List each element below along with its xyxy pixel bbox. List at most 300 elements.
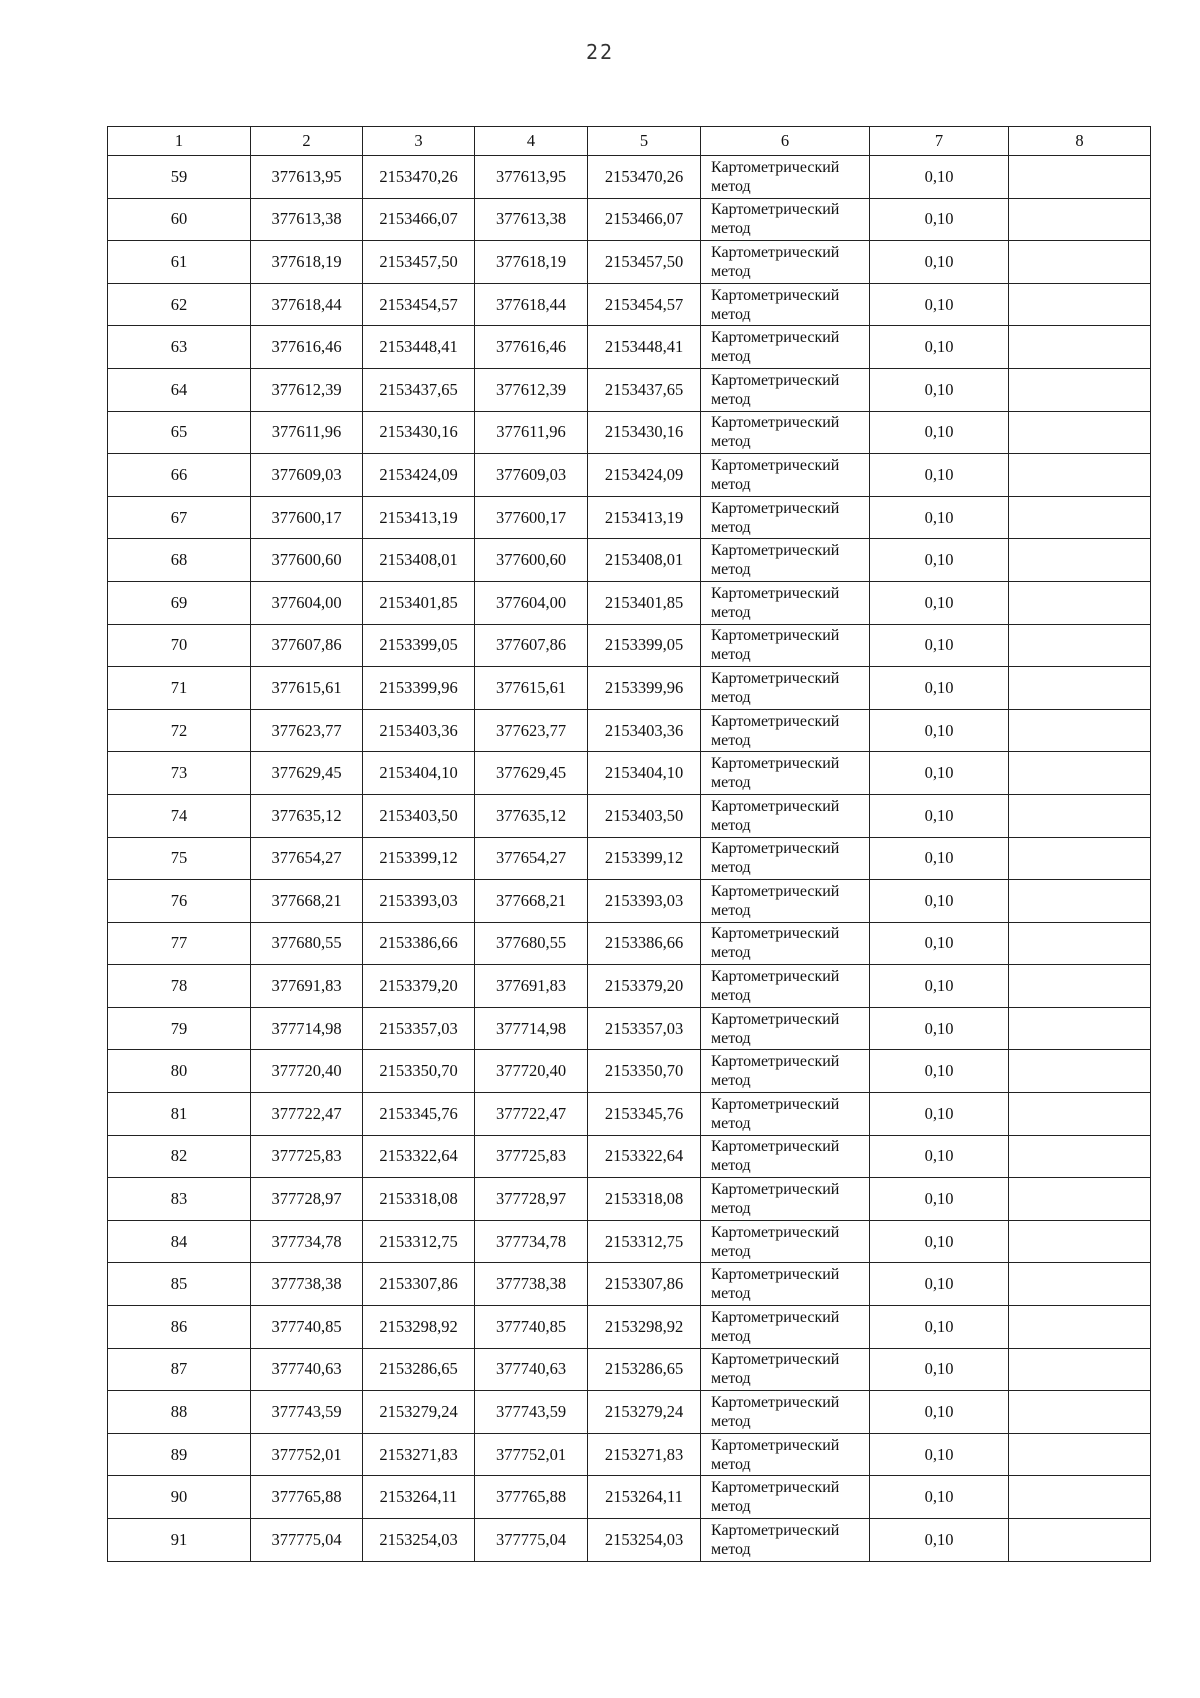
point-number-cell: 66 [108,454,251,497]
note-cell [1009,326,1151,369]
method-cell: Картометрический метод [701,283,870,326]
x-coordinate-cell: 377728,97 [251,1178,363,1221]
point-number-cell: 74 [108,794,251,837]
y-coordinate-cell: 2153318,08 [363,1178,475,1221]
y-coordinate-2-cell: 2153318,08 [588,1178,701,1221]
point-number-cell: 90 [108,1476,251,1519]
method-cell: Картометрический метод [701,752,870,795]
x-coordinate-cell: 377607,86 [251,624,363,667]
y-coordinate-2-cell: 2153286,65 [588,1348,701,1391]
coordinates-table [107,126,1151,1562]
point-number-cell: 89 [108,1433,251,1476]
x-coordinate-2-cell: 377740,85 [475,1306,588,1349]
table-row [108,1433,1151,1476]
accuracy-cell: 0,10 [870,922,1009,965]
accuracy-cell: 0,10 [870,1263,1009,1306]
x-coordinate-2-cell: 377613,95 [475,156,588,199]
column-header: 7 [870,127,1009,156]
method-cell: Картометрический метод [701,1519,870,1562]
column-header: 2 [251,127,363,156]
accuracy-cell: 0,10 [870,241,1009,284]
y-coordinate-cell: 2153307,86 [363,1263,475,1306]
accuracy-cell: 0,10 [870,1220,1009,1263]
x-coordinate-cell: 377635,12 [251,794,363,837]
x-coordinate-2-cell: 377611,96 [475,411,588,454]
y-coordinate-2-cell: 2153403,50 [588,794,701,837]
x-coordinate-2-cell: 377600,60 [475,539,588,582]
y-coordinate-cell: 2153271,83 [363,1433,475,1476]
method-cell: Картометрический метод [701,837,870,880]
column-header: 1 [108,127,251,156]
y-coordinate-cell: 2153357,03 [363,1007,475,1050]
x-coordinate-cell: 377615,61 [251,667,363,710]
accuracy-cell: 0,10 [870,368,1009,411]
x-coordinate-2-cell: 377743,59 [475,1391,588,1434]
y-coordinate-2-cell: 2153430,16 [588,411,701,454]
y-coordinate-2-cell: 2153437,65 [588,368,701,411]
method-cell: Картометрический метод [701,1093,870,1136]
y-coordinate-2-cell: 2153466,07 [588,198,701,241]
point-number-cell: 82 [108,1135,251,1178]
y-coordinate-2-cell: 2153264,11 [588,1476,701,1519]
x-coordinate-cell: 377740,85 [251,1306,363,1349]
table-row [108,1391,1151,1434]
x-coordinate-cell: 377612,39 [251,368,363,411]
y-coordinate-2-cell: 2153448,41 [588,326,701,369]
point-number-cell: 76 [108,880,251,923]
point-number-cell: 59 [108,156,251,199]
y-coordinate-2-cell: 2153386,66 [588,922,701,965]
accuracy-cell: 0,10 [870,667,1009,710]
y-coordinate-2-cell: 2153312,75 [588,1220,701,1263]
accuracy-cell: 0,10 [870,411,1009,454]
accuracy-cell: 0,10 [870,539,1009,582]
point-number-cell: 73 [108,752,251,795]
y-coordinate-2-cell: 2153307,86 [588,1263,701,1306]
accuracy-cell: 0,10 [870,1433,1009,1476]
table-row [108,1178,1151,1221]
x-coordinate-2-cell: 377654,27 [475,837,588,880]
note-cell [1009,880,1151,923]
accuracy-cell: 0,10 [870,454,1009,497]
note-cell [1009,1050,1151,1093]
table-body [108,156,1151,1562]
accuracy-cell: 0,10 [870,1093,1009,1136]
table-row [108,922,1151,965]
x-coordinate-2-cell: 377604,00 [475,581,588,624]
x-coordinate-cell: 377740,63 [251,1348,363,1391]
y-coordinate-2-cell: 2153399,12 [588,837,701,880]
accuracy-cell: 0,10 [870,156,1009,199]
note-cell [1009,1519,1151,1562]
table-row [108,837,1151,880]
x-coordinate-cell: 377623,77 [251,709,363,752]
note-cell [1009,283,1151,326]
note-cell [1009,496,1151,539]
point-number-cell: 77 [108,922,251,965]
y-coordinate-cell: 2153430,16 [363,411,475,454]
accuracy-cell: 0,10 [870,496,1009,539]
y-coordinate-2-cell: 2153271,83 [588,1433,701,1476]
x-coordinate-2-cell: 377612,39 [475,368,588,411]
y-coordinate-2-cell: 2153279,24 [588,1391,701,1434]
table-row [108,411,1151,454]
table-row [108,1093,1151,1136]
x-coordinate-cell: 377629,45 [251,752,363,795]
y-coordinate-2-cell: 2153457,50 [588,241,701,284]
point-number-cell: 87 [108,1348,251,1391]
x-coordinate-2-cell: 377629,45 [475,752,588,795]
x-coordinate-2-cell: 377680,55 [475,922,588,965]
y-coordinate-cell: 2153298,92 [363,1306,475,1349]
y-coordinate-2-cell: 2153357,03 [588,1007,701,1050]
method-cell: Картометрический метод [701,454,870,497]
y-coordinate-2-cell: 2153424,09 [588,454,701,497]
y-coordinate-cell: 2153403,36 [363,709,475,752]
y-coordinate-2-cell: 2153403,36 [588,709,701,752]
table-row [108,965,1151,1008]
point-number-cell: 71 [108,667,251,710]
point-number-cell: 88 [108,1391,251,1434]
method-cell: Картометрический метод [701,1050,870,1093]
y-coordinate-2-cell: 2153393,03 [588,880,701,923]
note-cell [1009,1093,1151,1136]
point-number-cell: 78 [108,965,251,1008]
note-cell [1009,1263,1151,1306]
y-coordinate-cell: 2153350,70 [363,1050,475,1093]
note-cell [1009,411,1151,454]
note-cell [1009,922,1151,965]
y-coordinate-2-cell: 2153399,96 [588,667,701,710]
x-coordinate-cell: 377609,03 [251,454,363,497]
point-number-cell: 64 [108,368,251,411]
y-coordinate-cell: 2153404,10 [363,752,475,795]
x-coordinate-cell: 377611,96 [251,411,363,454]
x-coordinate-cell: 377613,38 [251,198,363,241]
point-number-cell: 69 [108,581,251,624]
y-coordinate-cell: 2153466,07 [363,198,475,241]
method-cell: Картометрический метод [701,922,870,965]
x-coordinate-cell: 377668,21 [251,880,363,923]
x-coordinate-cell: 377691,83 [251,965,363,1008]
x-coordinate-cell: 377720,40 [251,1050,363,1093]
x-coordinate-2-cell: 377775,04 [475,1519,588,1562]
note-cell [1009,1348,1151,1391]
x-coordinate-cell: 377738,38 [251,1263,363,1306]
note-cell [1009,1306,1151,1349]
column-header: 6 [701,127,870,156]
y-coordinate-cell: 2153322,64 [363,1135,475,1178]
x-coordinate-2-cell: 377734,78 [475,1220,588,1263]
method-cell: Картометрический метод [701,880,870,923]
x-coordinate-2-cell: 377714,98 [475,1007,588,1050]
x-coordinate-cell: 377654,27 [251,837,363,880]
point-number-cell: 67 [108,496,251,539]
x-coordinate-2-cell: 377600,17 [475,496,588,539]
method-cell: Картометрический метод [701,368,870,411]
point-number-cell: 85 [108,1263,251,1306]
note-cell [1009,1391,1151,1434]
note-cell [1009,156,1151,199]
table-row [108,326,1151,369]
y-coordinate-2-cell: 2153379,20 [588,965,701,1008]
table-row [108,1306,1151,1349]
method-cell: Картометрический метод [701,539,870,582]
point-number-cell: 86 [108,1306,251,1349]
method-cell: Картометрический метод [701,241,870,284]
method-cell: Картометрический метод [701,198,870,241]
note-cell [1009,539,1151,582]
method-cell: Картометрический метод [701,624,870,667]
table-row [108,709,1151,752]
note-cell [1009,1220,1151,1263]
x-coordinate-cell: 377734,78 [251,1220,363,1263]
column-header: 4 [475,127,588,156]
x-coordinate-cell: 377680,55 [251,922,363,965]
x-coordinate-cell: 377765,88 [251,1476,363,1519]
y-coordinate-2-cell: 2153345,76 [588,1093,701,1136]
method-cell: Картометрический метод [701,1433,870,1476]
accuracy-cell: 0,10 [870,1476,1009,1519]
x-coordinate-2-cell: 377728,97 [475,1178,588,1221]
table-row [108,1220,1151,1263]
x-coordinate-2-cell: 377615,61 [475,667,588,710]
note-cell [1009,794,1151,837]
y-coordinate-cell: 2153286,65 [363,1348,475,1391]
accuracy-cell: 0,10 [870,1007,1009,1050]
accuracy-cell: 0,10 [870,965,1009,1008]
y-coordinate-cell: 2153403,50 [363,794,475,837]
method-cell: Картометрический метод [701,1306,870,1349]
table-row [108,1476,1151,1519]
y-coordinate-2-cell: 2153322,64 [588,1135,701,1178]
y-coordinate-cell: 2153448,41 [363,326,475,369]
y-coordinate-cell: 2153413,19 [363,496,475,539]
note-cell [1009,241,1151,284]
note-cell [1009,752,1151,795]
y-coordinate-2-cell: 2153401,85 [588,581,701,624]
accuracy-cell: 0,10 [870,752,1009,795]
accuracy-cell: 0,10 [870,198,1009,241]
x-coordinate-cell: 377600,17 [251,496,363,539]
y-coordinate-2-cell: 2153254,03 [588,1519,701,1562]
note-cell [1009,454,1151,497]
accuracy-cell: 0,10 [870,326,1009,369]
y-coordinate-cell: 2153386,66 [363,922,475,965]
accuracy-cell: 0,10 [870,1519,1009,1562]
note-cell [1009,1433,1151,1476]
method-cell: Картометрический метод [701,709,870,752]
point-number-cell: 62 [108,283,251,326]
note-cell [1009,709,1151,752]
accuracy-cell: 0,10 [870,1348,1009,1391]
x-coordinate-2-cell: 377618,19 [475,241,588,284]
table-row [108,624,1151,667]
y-coordinate-cell: 2153457,50 [363,241,475,284]
table-header-row [108,127,1151,156]
method-cell: Картометрический метод [701,1391,870,1434]
y-coordinate-2-cell: 2153298,92 [588,1306,701,1349]
x-coordinate-2-cell: 377722,47 [475,1093,588,1136]
point-number-cell: 63 [108,326,251,369]
method-cell: Картометрический метод [701,1476,870,1519]
point-number-cell: 68 [108,539,251,582]
x-coordinate-cell: 377775,04 [251,1519,363,1562]
x-coordinate-2-cell: 377607,86 [475,624,588,667]
point-number-cell: 60 [108,198,251,241]
method-cell: Картометрический метод [701,1348,870,1391]
column-header: 8 [1009,127,1151,156]
point-number-cell: 83 [108,1178,251,1221]
note-cell [1009,837,1151,880]
table-row [108,241,1151,284]
x-coordinate-cell: 377714,98 [251,1007,363,1050]
point-number-cell: 84 [108,1220,251,1263]
method-cell: Картометрический метод [701,1135,870,1178]
accuracy-cell: 0,10 [870,581,1009,624]
point-number-cell: 72 [108,709,251,752]
accuracy-cell: 0,10 [870,283,1009,326]
method-cell: Картометрический метод [701,326,870,369]
table-row [108,454,1151,497]
accuracy-cell: 0,10 [870,1178,1009,1221]
table-row [108,581,1151,624]
y-coordinate-2-cell: 2153408,01 [588,539,701,582]
method-cell: Картометрический метод [701,1007,870,1050]
x-coordinate-2-cell: 377720,40 [475,1050,588,1093]
y-coordinate-cell: 2153264,11 [363,1476,475,1519]
y-coordinate-cell: 2153437,65 [363,368,475,411]
y-coordinate-cell: 2153345,76 [363,1093,475,1136]
note-cell [1009,1178,1151,1221]
note-cell [1009,1476,1151,1519]
method-cell: Картометрический метод [701,411,870,454]
x-coordinate-cell: 377752,01 [251,1433,363,1476]
y-coordinate-cell: 2153399,12 [363,837,475,880]
table-row [108,368,1151,411]
y-coordinate-cell: 2153454,57 [363,283,475,326]
x-coordinate-2-cell: 377725,83 [475,1135,588,1178]
table-row [108,667,1151,710]
y-coordinate-cell: 2153401,85 [363,581,475,624]
point-number-cell: 75 [108,837,251,880]
note-cell [1009,368,1151,411]
x-coordinate-cell: 377613,95 [251,156,363,199]
y-coordinate-cell: 2153312,75 [363,1220,475,1263]
table-row [108,539,1151,582]
x-coordinate-2-cell: 377613,38 [475,198,588,241]
y-coordinate-2-cell: 2153404,10 [588,752,701,795]
y-coordinate-cell: 2153470,26 [363,156,475,199]
x-coordinate-cell: 377604,00 [251,581,363,624]
page-number: 22 [585,40,615,64]
accuracy-cell: 0,10 [870,1050,1009,1093]
y-coordinate-cell: 2153424,09 [363,454,475,497]
y-coordinate-2-cell: 2153399,05 [588,624,701,667]
x-coordinate-2-cell: 377609,03 [475,454,588,497]
y-coordinate-cell: 2153408,01 [363,539,475,582]
point-number-cell: 91 [108,1519,251,1562]
x-coordinate-2-cell: 377623,77 [475,709,588,752]
x-coordinate-cell: 377722,47 [251,1093,363,1136]
x-coordinate-cell: 377600,60 [251,539,363,582]
y-coordinate-2-cell: 2153470,26 [588,156,701,199]
y-coordinate-cell: 2153393,03 [363,880,475,923]
accuracy-cell: 0,10 [870,1306,1009,1349]
accuracy-cell: 0,10 [870,709,1009,752]
y-coordinate-cell: 2153254,03 [363,1519,475,1562]
table-row [108,1135,1151,1178]
method-cell: Картометрический метод [701,1178,870,1221]
note-cell [1009,624,1151,667]
point-number-cell: 81 [108,1093,251,1136]
accuracy-cell: 0,10 [870,837,1009,880]
table-row [108,752,1151,795]
table-row [108,794,1151,837]
x-coordinate-2-cell: 377691,83 [475,965,588,1008]
method-cell: Картометрический метод [701,581,870,624]
table-row [108,496,1151,539]
note-cell [1009,198,1151,241]
table-row [108,198,1151,241]
table-row [108,283,1151,326]
accuracy-cell: 0,10 [870,624,1009,667]
table-row [108,1348,1151,1391]
y-coordinate-2-cell: 2153350,70 [588,1050,701,1093]
x-coordinate-2-cell: 377618,44 [475,283,588,326]
method-cell: Картометрический метод [701,156,870,199]
table-row [108,1263,1151,1306]
method-cell: Картометрический метод [701,1263,870,1306]
note-cell [1009,1007,1151,1050]
y-coordinate-cell: 2153279,24 [363,1391,475,1434]
accuracy-cell: 0,10 [870,1391,1009,1434]
table-row [108,1007,1151,1050]
column-header: 5 [588,127,701,156]
x-coordinate-cell: 377618,19 [251,241,363,284]
x-coordinate-cell: 377743,59 [251,1391,363,1434]
accuracy-cell: 0,10 [870,794,1009,837]
x-coordinate-2-cell: 377668,21 [475,880,588,923]
method-cell: Картометрический метод [701,496,870,539]
x-coordinate-2-cell: 377635,12 [475,794,588,837]
note-cell [1009,965,1151,1008]
point-number-cell: 70 [108,624,251,667]
note-cell [1009,1135,1151,1178]
x-coordinate-2-cell: 377740,63 [475,1348,588,1391]
table-row [108,1050,1151,1093]
y-coordinate-cell: 2153399,05 [363,624,475,667]
y-coordinate-2-cell: 2153413,19 [588,496,701,539]
point-number-cell: 61 [108,241,251,284]
x-coordinate-2-cell: 377616,46 [475,326,588,369]
x-coordinate-2-cell: 377765,88 [475,1476,588,1519]
table-row [108,156,1151,199]
method-cell: Картометрический метод [701,965,870,1008]
note-cell [1009,667,1151,710]
x-coordinate-2-cell: 377752,01 [475,1433,588,1476]
point-number-cell: 80 [108,1050,251,1093]
table-row [108,880,1151,923]
x-coordinate-cell: 377616,46 [251,326,363,369]
accuracy-cell: 0,10 [870,1135,1009,1178]
y-coordinate-cell: 2153399,96 [363,667,475,710]
method-cell: Картометрический метод [701,1220,870,1263]
point-number-cell: 79 [108,1007,251,1050]
y-coordinate-2-cell: 2153454,57 [588,283,701,326]
accuracy-cell: 0,10 [870,880,1009,923]
column-header: 3 [363,127,475,156]
